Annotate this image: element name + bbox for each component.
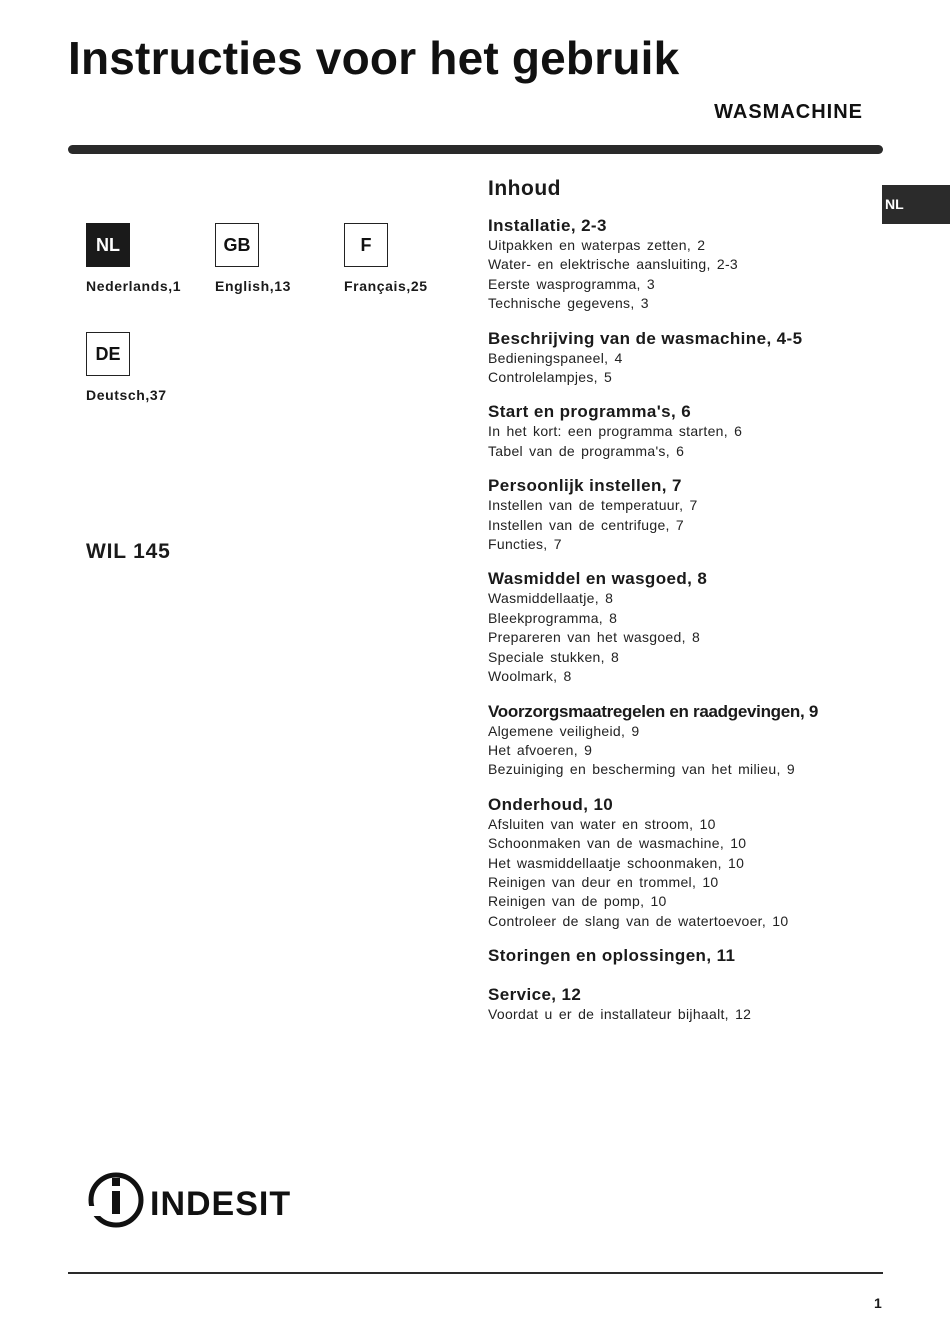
language-f[interactable]: [344, 223, 484, 294]
model-number: WIL 145: [86, 540, 171, 563]
toc-item[interactable]: Algemene veiligheid, 9: [488, 722, 640, 739]
language-code-box: GB: [215, 223, 259, 267]
language-de[interactable]: [86, 332, 226, 403]
indesit-logo: [86, 1168, 326, 1232]
header-divider: [68, 145, 883, 154]
toc-section-title[interactable]: Wasmiddel en wasgoed, 8: [488, 569, 708, 589]
toc-item[interactable]: Het afvoeren, 9: [488, 741, 593, 758]
toc-section: [488, 328, 888, 388]
toc-section: [488, 945, 888, 966]
language-code-box: DE: [86, 332, 130, 376]
toc-item[interactable]: Eerste wasprogramma, 3: [488, 275, 655, 292]
toc-section: [488, 475, 888, 554]
page-number: 1: [874, 1295, 882, 1311]
toc-item[interactable]: Controlelampjes, 5: [488, 369, 613, 386]
toc-item[interactable]: Uitpakken en waterpas zetten, 2: [488, 237, 706, 253]
language-code-box: NL: [86, 223, 130, 267]
language-label: Nederlands,1: [86, 278, 182, 294]
footer-divider: [68, 1272, 883, 1274]
logo-wordmark: INDESIT: [150, 1185, 292, 1223]
toc-section-title[interactable]: Persoonlijk instellen, 7: [488, 476, 682, 496]
document-title: Instructies voor het gebruik: [68, 32, 680, 84]
language-side-tab: NL: [882, 185, 950, 224]
toc-section: [488, 215, 888, 314]
toc-section-title[interactable]: Start en programma's, 6: [488, 402, 692, 422]
toc-item[interactable]: Prepareren van het wasgoed, 8: [488, 629, 701, 646]
toc-item[interactable]: Reinigen van deur en trommel, 10: [488, 873, 719, 890]
toc-item[interactable]: Functies, 7: [488, 536, 562, 553]
language-label: Deutsch,37: [86, 387, 167, 403]
toc-item[interactable]: Afsluiten van water en stroom, 10: [488, 815, 716, 832]
toc-item[interactable]: Wasmiddellaatje, 8: [488, 590, 614, 607]
toc-section: [488, 794, 888, 931]
language-gb[interactable]: [215, 223, 355, 294]
toc-section-title[interactable]: Storingen en oplossingen, 11: [488, 946, 736, 966]
language-nl[interactable]: [86, 223, 226, 294]
toc-item[interactable]: Instellen van de centrifuge, 7: [488, 516, 685, 533]
toc-section: [488, 701, 888, 780]
toc-heading: Inhoud: [488, 177, 561, 200]
toc-section-title[interactable]: Onderhoud, 10: [488, 794, 614, 814]
toc-section-title[interactable]: Installatie, 2-3: [488, 216, 607, 235]
toc-section-title[interactable]: Voorzorgsmaatregelen en raadgevingen, 9: [488, 701, 818, 721]
language-code-box: F: [344, 223, 388, 267]
toc-item[interactable]: Water- en elektrische aansluiting, 2-3: [488, 256, 738, 273]
toc-item[interactable]: In het kort: een programma starten, 6: [488, 423, 743, 440]
toc-item[interactable]: Bedieningspaneel, 4: [488, 349, 623, 366]
document-subtitle: WASMACHINE: [714, 101, 863, 123]
table-of-contents: [488, 176, 888, 1039]
toc-item[interactable]: Reinigen van de pomp, 10: [488, 893, 667, 910]
toc-item[interactable]: Schoonmaken van de wasmachine, 10: [488, 835, 747, 852]
toc-item[interactable]: Woolmark, 8: [488, 668, 572, 685]
indesit-logo-icon: [86, 1168, 326, 1232]
toc-item[interactable]: Voordat u er de installateur bijhaalt, 12: [488, 1006, 752, 1023]
toc-section: [488, 568, 888, 686]
language-label: Français,25: [344, 278, 428, 294]
toc-item[interactable]: Instellen van de temperatuur, 7: [488, 497, 698, 514]
toc-item[interactable]: Bezuiniging en bescherming van het milieu, 9: [488, 761, 795, 778]
toc-item[interactable]: Het wasmiddellaatje schoonmaken, 10: [488, 854, 745, 871]
toc-item[interactable]: Bleekprogramma, 8: [488, 609, 618, 626]
toc-item[interactable]: Controleer de slang van de watertoevoer, 10: [488, 912, 789, 929]
toc-section: [488, 984, 888, 1024]
toc-section-title[interactable]: Service, 12: [488, 985, 582, 1005]
toc-section-title[interactable]: Beschrijving van de wasmachine, 4-5: [488, 328, 803, 348]
toc-section: [488, 401, 888, 461]
toc-item[interactable]: Speciale stukken, 8: [488, 648, 620, 665]
language-label: English,13: [215, 278, 292, 294]
toc-item[interactable]: Technische gegevens, 3: [488, 295, 649, 312]
toc-item[interactable]: Tabel van de programma's, 6: [488, 442, 685, 459]
